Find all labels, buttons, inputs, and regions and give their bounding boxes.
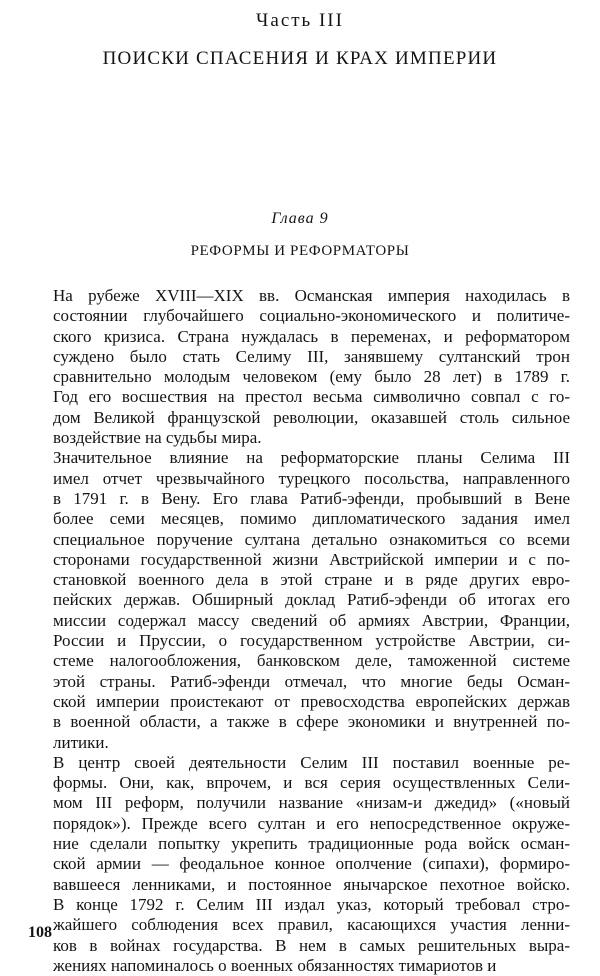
text-line: ского кризиса. Страна нуждалась в переменах, и реформатором: [53, 326, 570, 346]
text-line: ской империи проистекают от превосходства европейских держав: [53, 691, 570, 711]
text-line: порядок»). Прежде всего султан и его непосредственное окруже-: [53, 813, 570, 833]
page-number: 108: [28, 924, 52, 941]
text-line: более семи месяцев, помимо дипломатического задания имел: [53, 509, 570, 529]
text-line: состоянии глубочайшего социально-экономического и политиче-: [53, 306, 570, 326]
text-line: суждено было стать Селиму III, занявшему султанский трон: [53, 346, 570, 366]
text-line: мом III реформ, получили название «низам-и джедид» («новый: [53, 793, 570, 813]
text-line: На рубеже XVIII—XIX вв. Османская империя находилась в: [53, 286, 570, 305]
text-line: вавшееся ленниками, и постоянное янычарское пехотное войско.: [53, 874, 570, 894]
paragraph: [36, 286, 570, 448]
text-line: жайшего соблюдения всех правил, касающихся участия ленни-: [53, 915, 570, 935]
text-line: имел отчет чрезвычайного турецкого посольства, направленного: [53, 468, 570, 488]
text-line: В центр своей деятельности Селим III поставил военные ре-: [53, 752, 570, 772]
chapter-label: Глава 9: [271, 210, 329, 227]
text-line: в военной области, а также в сфере экономики и внутренней по-: [53, 712, 570, 732]
chapter-title: РЕФОРМЫ И РЕФОРМАТОРЫ: [190, 243, 410, 259]
paragraph: [36, 753, 570, 976]
text-line: России и Пруссии, о государственном устройстве Австрии, си-: [53, 631, 570, 651]
text-line: этой страны. Ратиб-эфенди отмечал, что многие беды Осман-: [53, 671, 570, 691]
text-line: пейских держав. Обширный доклад Ратиб-эфенди об итогах его: [53, 590, 570, 610]
text-line: в 1791 г. в Вену. Его глава Ратиб-эфенди, пробывший в Вене: [53, 488, 570, 508]
text-line: специальное поручение султана детально ознакомиться со всеми: [53, 529, 570, 549]
body-text: [36, 286, 570, 976]
text-line: ние сделали попытку укрепить традиционные рода войск осман-: [53, 834, 570, 854]
text-line: В конце 1792 г. Селим III издал указ, который требовал стро-: [53, 894, 570, 914]
text-line: ков в войнах государства. В нем в самых решительных выра-: [53, 935, 570, 955]
text-line: ской армии — феодальное конное ополчение (сипахи), формиро-: [53, 854, 570, 874]
text-line: воздействие на судьбы мира.: [53, 428, 262, 448]
text-line: дом Великой французской революции, оказавшей столь сильное: [53, 407, 570, 427]
part-label: Часть III: [256, 10, 344, 31]
text-line: сторонами государственной жизни Австрийской империи и с по-: [53, 549, 570, 569]
text-line: жениях напоминалось о военных обязанностях тимариотов и: [53, 955, 497, 975]
text-line: становкой военного дела в этой стране и в ряде других евро-: [53, 570, 570, 590]
text-line: формы. Они, как, впрочем, и вся серия осуществленных Сели-: [53, 773, 570, 793]
text-line: стеме налогообложения, банковском деле, таможенной системе: [53, 651, 570, 671]
text-line: сравнительно молодым человеком (ему было 28 лет) в 1789 г.: [53, 367, 570, 387]
part-title: ПОИСКИ СПАСЕНИЯ И КРАХ ИМПЕРИИ: [102, 48, 498, 69]
paragraph: [36, 448, 570, 752]
text-line: Год его восшествия на престол весьма символично совпал с го-: [53, 387, 570, 407]
text-line: миссии содержал массу сведений об армиях Австрии, Франции,: [53, 610, 570, 630]
text-line: Значительное влияние на реформаторские планы Селима III: [53, 448, 570, 468]
text-line: литики.: [53, 732, 109, 752]
